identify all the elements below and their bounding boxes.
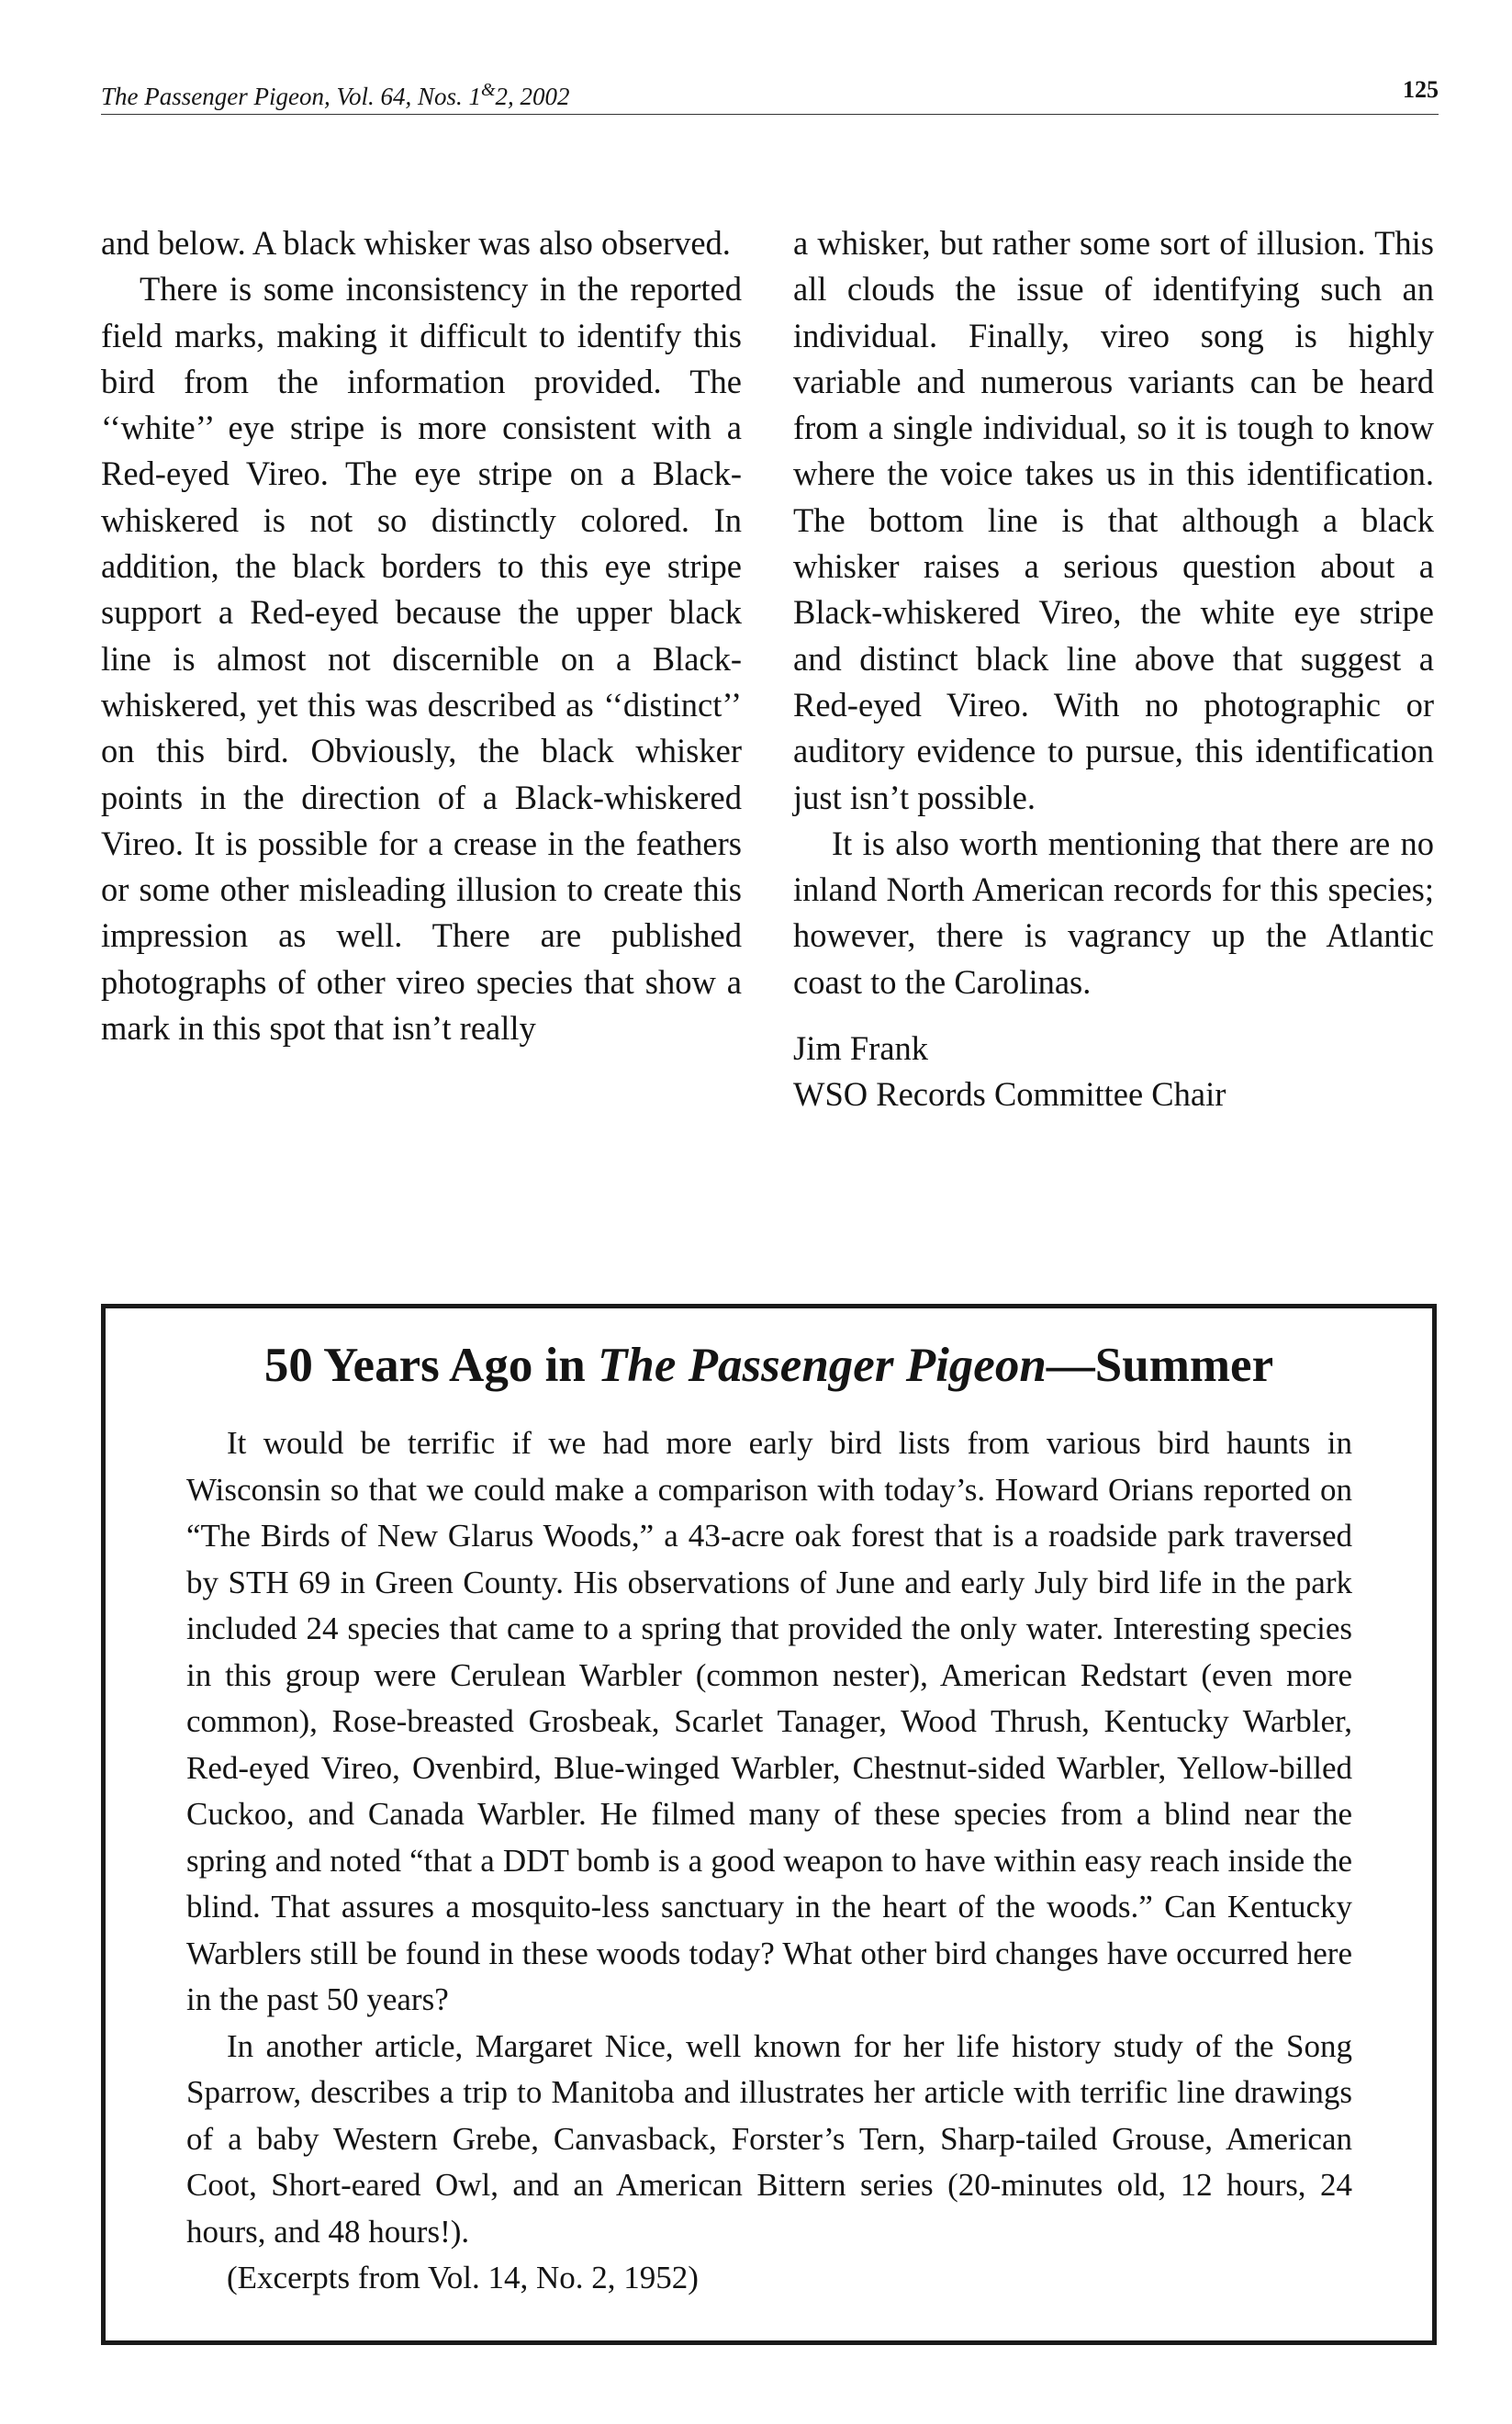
excerpt-body [186, 1420, 1352, 2302]
excerpt-title [106, 1336, 1432, 1395]
right-paragraph-2: It is also worth mentioning that there are no inland North American records for this species; however, there is vagrancy up the Atlantic coast to the Carolinas. [793, 824, 1434, 1001]
excerpt-citation: (Excerpts from Vol. 14, No. 2, 1952) [227, 2260, 699, 2295]
right-paragraph-1: a whisker, but rather some sort of illusion. This all clouds the issue of identifying such an individual. Finally, vireo song is highly variable and numerous variants can be heard from a single individual, so it is tough to know where the voice takes us in this identification. The bottom line is that although a black whisker raises a serious question about a Black-whiskered Vireo, the white eye stripe and distinct black line above that suggest a Red-eyed Vireo. With no photographic or auditory evidence to pursue, this identification just isn’t possible. [793, 224, 1434, 816]
excerpt-title-suffix: —Summer [1046, 1339, 1274, 1392]
running-head [101, 72, 1439, 108]
header-rule [101, 114, 1439, 115]
journal-citation-prefix: The Passenger Pigeon, Vol. 64, Nos. 1 [101, 83, 481, 110]
excerpt-title-journal: The Passenger Pigeon [598, 1339, 1047, 1392]
left-paragraph-2: There is some inconsistency in the reported field marks, making it difficult to identify this bird from the information provided. The ‘‘white’’ eye stripe is more consistent with a Red-eyed Vireo. The eye stripe on a Black-whiskered is not so distinctly colored. In addition, the black borders to this eye stripe support a Red-eyed because the upper black line is almost not discernible on a Black-whiskered, yet this was described as ‘‘distinct’’ on this bird. Obviously, the black whisker points in the direction of a Black-whiskered Vireo. It is possible for a crease in the feathers or some other misleading illusion to create this impression as well. There are published photographs of other vireo species that show a mark in this spot that isn’t really [101, 270, 742, 1048]
signature-title: WSO Records Committee Chair [793, 1075, 1226, 1114]
left-paragraph-1: and below. A black whisker was also observed. [101, 224, 731, 262]
journal-citation [101, 80, 570, 110]
journal-citation-ampersand: & [480, 80, 496, 100]
excerpt-title-prefix: 50 Years Ago in [263, 1339, 599, 1392]
right-column [793, 220, 1434, 1118]
page-number: 125 [1403, 76, 1439, 103]
journal-citation-suffix: 2, 2002 [495, 83, 570, 110]
fifty-years-ago-box [101, 1304, 1437, 2345]
excerpt-paragraph-2: In another article, Margaret Nice, well known for her life history study of the Song Sparrow, describes a trip to Manitoba and illustrates her article with terrific line drawings of a baby Western Grebe, Canvasback, Forster’s Tern, Sharp-tailed Grouse, American Coot, Short-eared Owl, and an American Bittern series (20-minutes old, 12 hours, 24 hours, and 48 hours!). [186, 2027, 1352, 2250]
excerpt-paragraph-1: It would be terrific if we had more early bird lists from various bird haunts in Wisconsin so that we could make a comparison with today’s. Howard Orians reported on “The Birds of New Glarus Woods,” a 43-acre oak forest that is a roadside park traversed by STH 69 in Green County. His observations of June and early July bird life in the park included 24 species that came to a spring that provided the only water. Interesting species in this group were Cerulean Warbler (common nester), American Redstart (even more common), Rose-breasted Grosbeak, Scarlet Tanager, Wood Thrush, Kentucky Warbler, Red-eyed Vireo, Ovenbird, Blue-winged Warbler, Chestnut-sided Warbler, Yellow-billed Cuckoo, and Canada Warbler. He filmed many of these species from a blind near the spring and noted “that a DDT bomb is a good weapon to have within easy reach inside the blind. That assures a mosquito-less sanctuary in the heart of the woods.” Can Kentucky Warblers still be found in these woods today? What other bird changes have occurred here in the past 50 years? [186, 1425, 1352, 2017]
left-column [101, 220, 742, 1051]
signature-name: Jim Frank [793, 1029, 929, 1068]
